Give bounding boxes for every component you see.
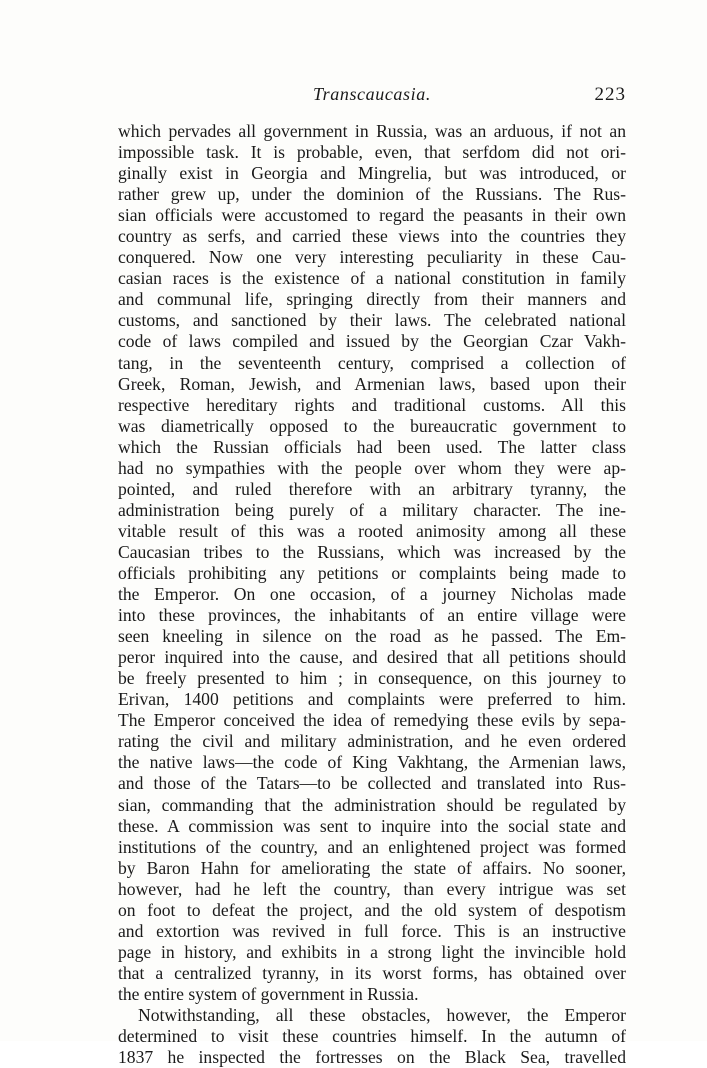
running-title: Transcaucasia.: [313, 84, 431, 104]
text-line: vitable result of this was a rooted animosity among all these: [118, 520, 626, 541]
text-line: page in history, and exhibits in a strong light the invincible hold: [118, 941, 626, 962]
text-line: seen kneeling in silence on the road as he passed. The Em-: [118, 626, 626, 647]
text-line: however, had he left the country, than every intrigue was set: [118, 878, 626, 899]
text-line: the native laws—the code of King Vakhtang, the Armenian laws,: [118, 752, 626, 773]
text-line: into these provinces, the inhabitants of an entire village were: [118, 605, 626, 626]
text-line: code of laws compiled and issued by the Georgian Czar Vakh-: [118, 331, 626, 352]
text-line: country as serfs, and carried these views into the countries they: [118, 226, 626, 247]
text-line: which the Russian officials had been used. The latter class: [118, 436, 626, 457]
text-line: had no sympathies with the people over whom they were ap-: [118, 457, 626, 478]
page-number: 223: [594, 84, 626, 105]
text-line: institutions of the country, and an enlightened project was formed: [118, 836, 626, 857]
text-line: tang, in the seventeenth century, comprised a collection of: [118, 352, 626, 373]
text-line: The Emperor conceived the idea of remedying these evils by sepa-: [118, 710, 626, 731]
text-line: sian officials were accustomed to regard the peasants in their own: [118, 205, 626, 226]
text-line: casian races is the existence of a national constitution in family: [118, 268, 626, 289]
text-line: pointed, and ruled therefore with an arbitrary tyranny, the: [118, 478, 626, 499]
text-line: sian, commanding that the administration should be regulated by: [118, 794, 626, 815]
text-line: that a centralized tyranny, in its worst forms, has obtained over: [118, 962, 626, 983]
text-line: impossible task. It is probable, even, that serfdom did not ori-: [118, 142, 626, 163]
text-line: these. A commission was sent to inquire into the social state and: [118, 815, 626, 836]
text-line: conquered. Now one very interesting peculiarity in these Cau-: [118, 247, 626, 268]
text-line: administration being purely of a military character. The ine-: [118, 499, 626, 520]
body-text: [118, 121, 626, 1068]
text-line: determined to visit these countries himself. In the autumn of: [118, 1026, 626, 1047]
text-line: Erivan, 1400 petitions and complaints were preferred to him.: [118, 689, 626, 710]
text-line: 1837 he inspected the fortresses on the Black Sea, travelled: [118, 1047, 626, 1068]
text-line: rating the civil and military administration, and he even ordered: [118, 731, 626, 752]
text-line: and extortion was revived in full force. This is an instructive: [118, 920, 626, 941]
text-line: ginally exist in Georgia and Mingrelia, but was introduced, or: [118, 163, 626, 184]
text-line: respective hereditary rights and traditional customs. All this: [118, 394, 626, 415]
text-line: be freely presented to him ; in consequence, on this journey to: [118, 668, 626, 689]
paragraph-start-line: Notwithstanding, all these obstacles, however, the Emperor: [138, 1004, 626, 1025]
text-line: customs, and sanctioned by their laws. The celebrated national: [118, 310, 626, 331]
text-line: Greek, Roman, Jewish, and Armenian laws, based upon their: [118, 373, 626, 394]
text-line: by Baron Hahn for ameliorating the state of affairs. No sooner,: [118, 857, 626, 878]
page-header: [118, 84, 626, 108]
text-line: on foot to defeat the project, and the old system of despotism: [118, 899, 626, 920]
text-line: peror inquired into the cause, and desired that all petitions should: [118, 647, 626, 668]
text-line: and communal life, springing directly from their manners and: [118, 289, 626, 310]
text-line: rather grew up, under the dominion of the Russians. The Rus-: [118, 184, 626, 205]
text-line: officials prohibiting any petitions or complaints being made to: [118, 562, 626, 583]
text-line: Caucasian tribes to the Russians, which was increased by the: [118, 541, 626, 562]
text-line: and those of the Tatars—to be collected and translated into Rus-: [118, 773, 626, 794]
text-line: the Emperor. On one occasion, of a journey Nicholas made: [118, 584, 626, 605]
text-line: was diametrically opposed to the bureaucratic government to: [118, 415, 626, 436]
paragraph-end-line: the entire system of government in Russia.: [118, 983, 419, 1004]
text-line: which pervades all government in Russia, was an arduous, if not an: [118, 121, 626, 141]
